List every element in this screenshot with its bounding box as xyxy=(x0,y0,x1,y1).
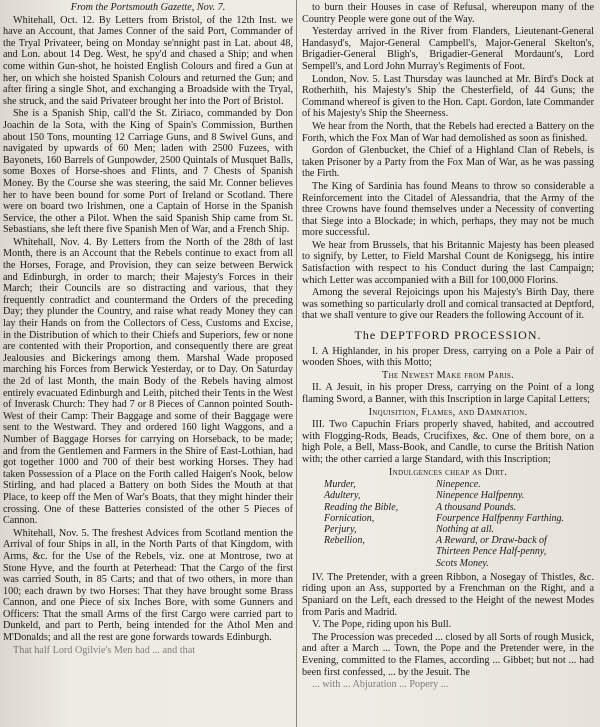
price-label: Ninepence Halfpenny. xyxy=(436,490,525,502)
motto-2: Inquisition, Flames, and Damnation. xyxy=(368,406,528,418)
price-label: Fourpence Halfpenny Farthing. xyxy=(436,512,565,524)
procession-item-5: V. The Pope, riding upon his Bull. xyxy=(312,619,452,631)
article-privateer: Whitehall, Oct. 12. By Letters from Bristol, of the 12th Inst. we have an Account, that James Conner of the said Port, Commander of the Tryal Privateer, being on Monday se'nnight past in Lat. about 48, and Lon. about 14 Deg. West, he spy'd and chased a Ship; and when come within Gun-shot, he hoisted English Colours and fired a Gun at her, on which she hoisted Spanish Colours and returned the Gun; and after firing a single Shot, and exchanging a Broadside with the Tryal, she struck, and the said Privateer brought her into the Port of Bristol. xyxy=(3,14,293,107)
price-label: Nothing at all. xyxy=(436,523,495,535)
article-battery: We hear from the North, that the Rebels had erected a Battery on the Forth, which the Fox Man of War had demolished as soon as finished. xyxy=(302,120,594,144)
list-item xyxy=(324,513,564,524)
article-spanish-ship: She is a Spanish Ship, call'd the St. Ziriaco, commanded by Don Joachin de la Sota, with the King of Spain's Commission, Burthen about 150 Tons, mounting 12 Carriage Guns, and 8 Swivel Guns, and navigated by upwards of 60 Men; laden with 2500 Fuzees, with Bayonets, 160 Barrels of Gunpowder, 2500 Quintals of Musquet Balls, some Boxes of Horse-shoes and Flints, and 7 Chests of Spanish Money. By the Course she was steering, the said Mr. Conner believes her to have been bound for some Port of Ireland or Scotland. There were on board two Irishmen, one a Captain of Horse in the Spanish Service, the other a Pilot. When the said Spanish Ship came from St. Sebastians, she left there five Spanish Men of War, and a French Ship. xyxy=(3,108,293,236)
motto-1: The Newest Make from Paris. xyxy=(382,369,514,381)
sin-label xyxy=(324,558,436,569)
procession-item-4: IV. The Pretender, with a green Ribbon, a Nosegay of Thistles, &c. riding upon an Ass, supported by a Frenchman on the Right, and a Spaniard on the Left, each dressed to the Height of the newest Modes from Paris and Madrid. xyxy=(302,571,594,618)
sin-label: Fornication, xyxy=(324,512,375,524)
list-item xyxy=(324,546,564,557)
sin-label: Rebellion, xyxy=(324,535,365,547)
price-label: A thousand Pounds. xyxy=(436,501,517,513)
article-glenbucket: Gordon of Glenbucket, the Chief of a Highland Clan of Rebels, is taken Prisoner by a Party from the Fox Man of War, as he was passing the Firth. xyxy=(302,145,594,180)
sin-label: Perjury, xyxy=(324,523,357,535)
article-sardinia: The King of Sardinia has found Means to throw so considerable a Reinforcement into the Citadel of Alessandria, that the Army of the three Crowns have found themselves under a Necessity of converting that Siege into a Blockade; in which, perhaps, they may not be much more successful. xyxy=(302,180,594,239)
procession-closing: The Procession was preceded ... closed by all Sorts of rough Musick, and after a March ... Town, the Pope and the Pretender were, in the Evening, committed to the Flames, according ... Gibbet; but not ... had been first confessed, ... by the Jesuit. The xyxy=(302,631,594,678)
sin-label: Adultery, xyxy=(324,490,361,502)
right-column xyxy=(302,2,594,692)
list-item xyxy=(324,490,564,501)
list-item xyxy=(324,558,564,569)
column-rule xyxy=(296,0,297,727)
article-fragment: That half Lord Ogilvie's Men had ... and that xyxy=(13,644,196,656)
bottom-fragment: ... with ... Abjuration ... Popery ... xyxy=(312,679,449,691)
sin-label: Reading the Bible, xyxy=(324,501,399,513)
article-launch: London, Nov. 5. Last Thursday was launched at Mr. Bird's Dock at Rotherhith, his Majesty's Ship the Chesterfield, of 44 Guns; the Command whereof is given to the Hon. Capt. Gordon, late Commander of his Majesty's Ship the Sheerness. xyxy=(302,73,594,120)
article-rebels-north: Whitehall, Nov. 4. By Letters from the North of the 28th of last Month, there is an Account that the Rebels continue to exact from all the Horses, Forage, and Provision, they can seize between Berwick and Edinburgh, in order to march; their Majesty's Forces in their March; their Councils are so distracting and various, that they frequently contradict and countermand the Orders of the preceding Day; they plunder the Country, and raise what ready Money they can lay their Hands on from the Collectors of Cess, Customs and Excise, in the Distribution of which to their Chiefs and Superiors, few or none are contented with their Proportion, and consequently there are great Jealousies and Bickerings among them. Marshal Wade proposed marching his Forces from Berwick Yesterday, or to Day. On Saturday the 2d of last Month, the main Body of the Rebels having almost entirely evacuated Edinburgh and Leith, pitched their Tents in the West of Inverask Church: They had 7 or 8 Pieces of Cannon pointed South-West of their Camp: Their Baggage and some of their Baggage were sent to the Westward. They and ordered 160 light Waggons, and a Number of Baggage Horses for carrying on Horseback, to be made; and from the Gentlemen and Farmers in the Shire of East-Lothian, had got together 1000 and 700 of their best working Horses. They had taken Possession of a Place on the Forth called Haigen's Nook, below Stirling, and had placed a Battery on both Sides the Mouth at that Place, to keep off the Men of War's Boats, that they might hinder their crossing. One of these Batteries consisted of the other 5 Pieces of Cannon. xyxy=(3,236,293,527)
price-label: Scots Money. xyxy=(436,557,489,569)
list-item xyxy=(324,479,564,490)
gazette-heading: From the Portsmouth Gazette, Nov. 7. xyxy=(70,2,226,13)
motto-3: Indulgences cheap as Dirt. xyxy=(388,466,508,478)
list-item xyxy=(324,535,564,546)
price-label: A Reward, or Draw-back of xyxy=(436,535,547,547)
procession-item-2: II. A Jesuit, in his proper Dress, carrying on the Point of a long flaming Sword, a Banner, with this Inscription in large Capital Letters; xyxy=(302,382,594,405)
article-continuation: to burn their Houses in case of Refusal, whereupon many of the Country People were gone out of the Way. xyxy=(302,2,594,25)
list-item xyxy=(324,502,564,513)
sin-label: Murder, xyxy=(324,479,356,491)
indulgence-price-list xyxy=(324,479,564,569)
list-item xyxy=(324,524,564,535)
article-birthday: Among the several Rejoicings upon his Majesty's Birth Day, there was something so particularly droll and comical transacted at Deptford, that we shall venture to give our Readers the following Account of it. xyxy=(302,287,594,322)
price-label: Ninepence. xyxy=(436,479,481,491)
price-label: Thirteen Pence Half-penny, xyxy=(436,546,547,558)
article-regiments: Yesterday arrived in the River from Flanders, Lieutenant-General Handasyd's, Major-General Campbell's, Major-General Skelton's, Brigadier-General Bligh's, Brigadier-General Mordaunt's, Lord Sempell's, and Lord John Murray's Regiments of Foot. xyxy=(302,26,594,72)
procession-item-3: III. Two Capuchin Friars properly shaved, habited, and accoutred with Flogging-Rods, Beads, Crucifixes, &c. One of them bore, on a high Pole, a Bell, Mass-Book, and Candle, to curse the British Nation with; the other carried a large Standard, with this Inscription; xyxy=(302,419,594,465)
left-column xyxy=(3,2,293,657)
procession-title: The DEPTFORD PROCESSION. xyxy=(354,328,542,343)
article-brussels: We hear from Brussels, that his Britannic Majesty has been pleased to signify, by Letter, to Field Marshal Count de Konigsegg, his intire Satisfaction with respect to his Conduct during the last Campaign; which Letter was accompanied with a Bill for 100,000 Florins. xyxy=(302,239,594,286)
sin-label xyxy=(324,546,436,557)
article-scotland-arrivals: Whitehall, Nov. 5. The freshest Advices from Scotland mention the Arrival of four Ships in all, in the North Parts of that Kingdom, with Arms, &c. for the Use of the Rebels, viz. one at Montrose, two at Stone Hyve, and the fourth at Peterhead: That the Cargo of the first was carried South, in 85 Carts; and that of two others, in more than 100; each drawn by two Horses: That they have brought some Brass Cannon, and one Piece of six Inches Bore, with some Gunners and Officers: That the small Arms of the first Cargo were carried part to Dunkeld, and part to Perth, being intended for the Athol Men and M'Donalds; and all the rest are gone forwards towards Edinburgh. xyxy=(3,527,293,644)
procession-item-1: I. A Highlander, in his proper Dress, carrying on a Pole a Pair of wooden Shoes, with this Motto; xyxy=(302,345,594,369)
